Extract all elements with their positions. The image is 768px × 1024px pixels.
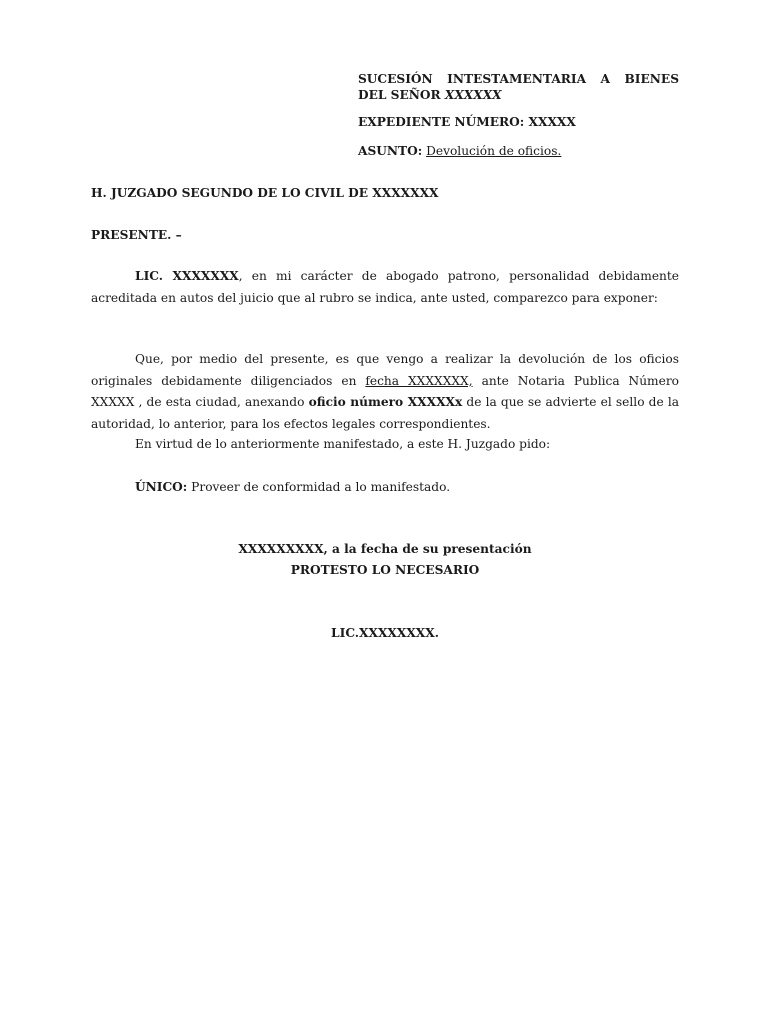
paragraph-return-part2: ante Notaria Publica Número XXXXX , de esta ciudad, anexando [91, 373, 679, 409]
expediente-number: EXPEDIENTE NÚMERO: XXXXX [358, 115, 576, 129]
paragraph-appearance [91, 266, 679, 309]
signature-name: LIC.XXXXXXXX. [331, 626, 439, 640]
paragraph-request: En virtud de lo anteriormente manifestado, a este H. Juzgado pido: [135, 437, 551, 451]
paragraph-unico [91, 477, 679, 499]
paragraph-appearance-text: , en mi carácter de abogado patrono, personalidad debidamente acreditada en autos del juicio que al rubro se indica, ante usted, comparezco para exponer: [91, 269, 679, 305]
paragraph-return-part3: de la que se advierte el sello de la autoridad, lo anterior, para los efectos legales correspondientes. [91, 395, 680, 431]
unico-label: ÚNICO: [135, 480, 188, 494]
unico-text: Proveer de conformidad a lo manifestado. [187, 480, 451, 494]
closing-place-date: XXXXXXXXX, a la fecha de su presentación [238, 542, 532, 556]
asunto-label: ASUNTO: [358, 144, 423, 158]
case-title-prefix: DEL SEÑOR [358, 88, 445, 102]
lawyer-name: LIC. XXXXXXX [135, 269, 239, 283]
case-title-name: XXXXXX [444, 88, 502, 102]
case-title-line1: SUCESIÓN INTESTAMENTARIA A BIENES [358, 72, 679, 86]
paragraph-return [91, 349, 679, 435]
paragraph-return-part1: Que, por medio del presente, es que vengo a realizar la devolución de los oficios originales debidamente diligenciados en [91, 352, 679, 388]
asunto-line [358, 143, 679, 159]
paragraph-return-date: fecha XXXXXXX, [365, 373, 473, 388]
case-title-line2 [358, 87, 679, 103]
asunto-value: Devolución de oficios. [426, 144, 562, 158]
court-heading: H. JUZGADO SEGUNDO DE LO CIVIL DE XXXXXXX [91, 186, 439, 200]
closing-protesto: PROTESTO LO NECESARIO [290, 563, 480, 577]
paragraph-return-oficio: oficio número XXXXXx [308, 395, 463, 409]
presente-heading: PRESENTE. – [91, 228, 182, 242]
